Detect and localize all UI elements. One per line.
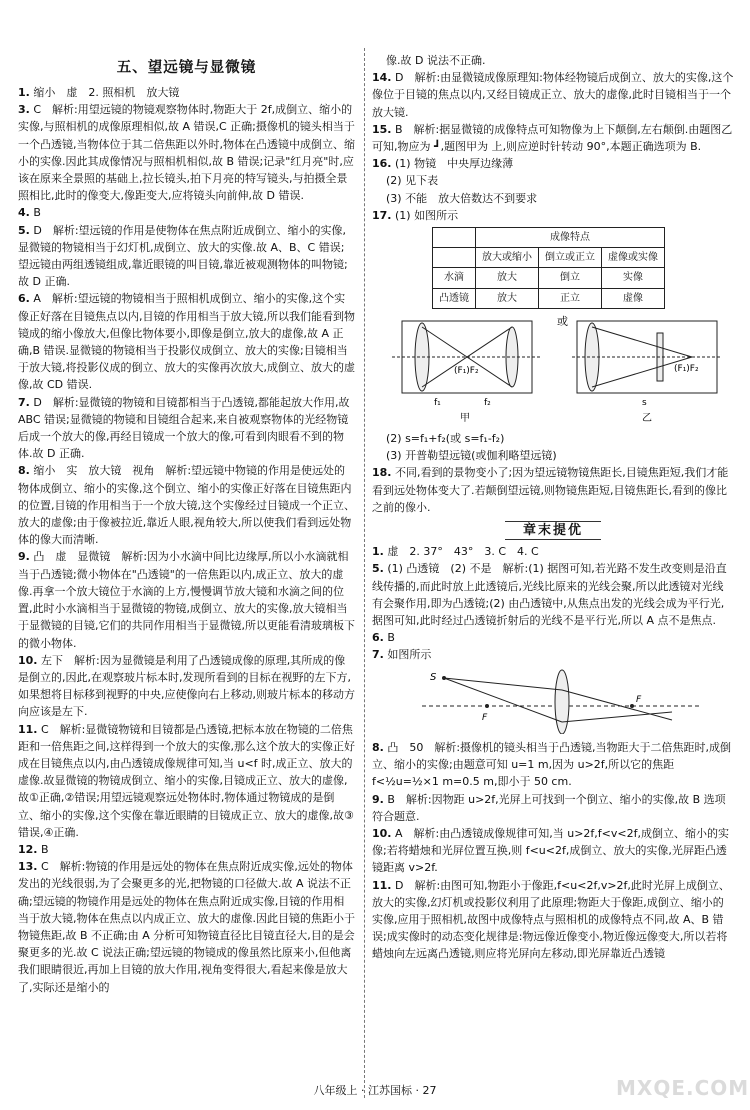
- answer-item: [372, 172, 734, 189]
- item-text: D 解析:显微镜的物镜和目镜都相当于凸透镜,都能起放大作用,故 ABC 错误;显微镜的物镜和目镜组合起来,来自被观察物体的光经物镜后成一个放大的像,再经目镜成一个放大的像,可看到肉眼看不到的物体.故 D 正确.: [18, 395, 350, 461]
- item-number: 11.: [372, 878, 392, 892]
- ray-7a: [444, 678, 562, 690]
- ray-7d: [562, 712, 672, 722]
- answer-item: [18, 858, 355, 996]
- table-cell: 水滴: [433, 268, 476, 288]
- answer-item: [372, 739, 734, 791]
- item-number: 12.: [18, 842, 38, 856]
- answer-item: [18, 841, 355, 858]
- item-number: 6.: [18, 292, 30, 306]
- item-text: (1) 物镜 中央厚边缘薄: [395, 157, 514, 171]
- fig-label-a: 甲: [460, 412, 470, 424]
- table-cell: 放大: [476, 288, 539, 308]
- ray-7c: [444, 678, 562, 722]
- item-number: 9.: [18, 550, 30, 564]
- focus-label-a: (F₁)F₂: [454, 365, 479, 376]
- item-number: 7.: [18, 395, 30, 409]
- item-text: 如图所示: [387, 648, 432, 662]
- answer-item: [18, 548, 355, 651]
- watermark-text: MXQE.COM: [616, 1076, 750, 1100]
- item-number: 16.: [372, 157, 392, 171]
- focus-left: [485, 704, 489, 708]
- answer-item: [372, 69, 734, 121]
- item-text: (3) 开普勒望远镜(或伽利略望远镜): [386, 449, 557, 463]
- or-label: 或: [557, 314, 568, 328]
- item-number: 5.: [372, 562, 384, 576]
- answer-item: [372, 52, 734, 69]
- s-label-b: s: [642, 397, 647, 408]
- table-cell: 凸透镜: [433, 288, 476, 308]
- item-number: 11.: [18, 722, 38, 736]
- label-f-right: F: [636, 694, 642, 705]
- ray-7b: [562, 690, 672, 720]
- item-text: (2) s=f₁+f₂(或 s=f₁-f₂): [386, 432, 505, 446]
- item-number: 1.: [372, 545, 384, 559]
- answer-item: [18, 204, 355, 221]
- item-number: 13.: [18, 860, 38, 874]
- item-text: D 解析:望远镜的作用是使物体在焦点附近成倒立、缩小的实像,显微镜的物镜相当于幻灯机,成倒立、放大的实像.故 A、B、C 错误;望远镜由两组透镜组成,靠近眼镜的叫目镜,靠近被观测物体的叫物镜;故 D 正确.: [18, 223, 348, 289]
- table-corner: [433, 228, 476, 248]
- item-text: 不同,看到的景物变小了;因为望远镜物镜焦距长,目镜焦距短,我们才能看到远处物体变大了.若颠倒望远镜,则物镜焦距短,目镜焦距长,看到的像比之前的像小.: [372, 466, 729, 514]
- answer-item: [372, 207, 734, 224]
- chapter-title: 章末提优: [372, 522, 734, 539]
- answer-item: [372, 543, 734, 560]
- item-number: 4.: [18, 206, 30, 220]
- label-s: S: [430, 671, 437, 683]
- answer-item: [372, 560, 734, 629]
- lens-7: [555, 670, 569, 734]
- item-text: (2) 见下表: [386, 174, 439, 188]
- figure-17: [392, 313, 722, 425]
- answer-item: [372, 447, 734, 464]
- item-number: 10.: [372, 826, 392, 840]
- table-cell: 倒立: [539, 268, 602, 288]
- item-number: 3.: [18, 103, 30, 117]
- item-number: 7.: [372, 648, 384, 662]
- table-corner2: [433, 248, 476, 268]
- item-text: B 解析:据显微镜的成像特点可知物像为上下颠倒,左右颠倒.由题图乙可知,物应为 ┛,题图甲为 上,则应逆时针转动 90°,本题正确选项为 B.: [372, 122, 733, 154]
- item-text: 凸 50 解析:摄像机的镜头相当于凸透镜,当物距大于二倍焦距时,成倒立、缩小的实像;由题意可知 u=1 m,因为 u>2f,所以它的焦距 f<½u=½×1 m=0.5 m,即小于 50 cm.: [372, 740, 732, 789]
- item-text: B: [33, 206, 41, 220]
- table-cell: 正立: [539, 288, 602, 308]
- item-number: 6.: [372, 631, 384, 645]
- fig-label-b: 乙: [642, 412, 652, 424]
- answer-item: [372, 629, 734, 646]
- answer-item: [18, 652, 355, 721]
- item-text: 左下 解析:因为显微镜是利用了凸透镜成像的原理,其所成的像是倒立的,因此,在观察玻片标本时,发现所看到的目标在视野的左下方,如果想将目标移到视野的中央,应使像向右上移动,则玻片标本的移动方向应该是左下.: [18, 653, 355, 719]
- label-f-left: F: [482, 712, 488, 723]
- item-text: B 解析:因物距 u>2f,光屏上可找到一个倒立、缩小的实像,故 B 选项符合题意.: [372, 792, 726, 823]
- table-cell: 实像: [602, 268, 665, 288]
- figure-7: [412, 664, 712, 734]
- table-cell: 放大: [476, 268, 539, 288]
- item-text: 像.故 D 说法不正确.: [386, 54, 486, 67]
- answer-item: [18, 222, 355, 291]
- answer-item: [372, 121, 734, 155]
- answer-item: [372, 791, 734, 825]
- table-col: 虚像或实像: [602, 248, 665, 268]
- item-number: 8.: [18, 464, 30, 478]
- section-title: 五、望远镜与显微镜: [116, 60, 257, 76]
- table-cell: 虚像: [602, 288, 665, 308]
- item-number: 17.: [372, 208, 392, 222]
- focus-right: [630, 704, 634, 708]
- f2-label-a: f₂: [484, 397, 491, 408]
- point-s: [442, 676, 446, 680]
- answer-item: [372, 464, 734, 516]
- item-text: 缩小 虚 2. 照相机 放大镜: [33, 86, 180, 99]
- item-text: D 解析:由图可知,物距小于像距,f<u<2f,v>2f,此时光屏上成倒立、放大的实像,幻灯机或投影仪利用了此原理;物距大于像距,成倒立、缩小的实像,应用于照相机,故图中成像特点与照相机的成像特点不同,故 A、B 错误;成实像时的动态变化规律是:物远像近像变小,物近像远像变大,所以若将蜡烛向左远离凸透镜,则应将光屏向左移动,即光屏靠近凸透镜: [372, 878, 730, 961]
- right-column: [372, 52, 734, 963]
- table-16: [432, 227, 665, 309]
- answer-item: [18, 84, 355, 101]
- f1-label-a: f₁: [434, 397, 441, 408]
- answer-item: [372, 190, 734, 207]
- table-col: 倒立或正立: [539, 248, 602, 268]
- answer-item: [372, 646, 734, 663]
- item-text: A 解析:望远镜的物镜相当于照相机成倒立、缩小的实像,这个实像正好落在目镜焦点以内,目镜的作用相当于放大镜,所以我们能看到物镜成的缩小像放大,但像比物体要小,即像是倒立,放大的虚像,故 A 正确,B 错误.显微镜的物镜相当于投影仪成倒立、放大的实像;目镜相当于放大镜,将投影仪成的倒立、放大的实像再次放大,成倒立、放大的虚像,故 CD 错误.: [18, 292, 355, 392]
- item-text: B: [387, 631, 395, 645]
- item-text: (1) 如图所示: [395, 208, 459, 222]
- answer-item: [18, 290, 355, 393]
- item-number: 8.: [372, 740, 384, 754]
- item-text: D 解析:由显微镜成像原理知:物体经物镜后成倒立、放大的实像,这个像位于目镜的焦点以内,又经目镜成正立、放大的虚像,此时目镜相当于一个放大镜.: [372, 71, 734, 119]
- answer-item: [18, 101, 355, 204]
- answer-item: [18, 721, 355, 841]
- item-text: C 解析:物镜的作用是远处的物体在焦点附近成实像,远处的物体发出的光线很弱,为了会聚更多的光,把物镜的口径做大.故 A 说法不正确;望远镜的物镜作用是远处的物体在焦点附近成实像,目镜的作用相当于放大镜,物体在焦点以内成正立、放大的虚像.因此目镜的焦距小于物镜焦距,故 B 不正确;由 A 分析可知物镜直径比目镜直径大,目的是会聚更多的光.故 C 说法正确;望远镜的物镜成的像虽然比原来小,但他离我们眼睛很近,再加上目镜的放大作用,视角变得很大,看起来像是放大了,实际还是缩小的: [18, 860, 355, 994]
- item-text: B: [41, 842, 49, 856]
- item-number: 9.: [372, 792, 384, 806]
- item-number: 18.: [372, 466, 392, 480]
- answer-item: [372, 825, 734, 877]
- item-text: 虚 2. 37° 43° 3. C 4. C: [387, 545, 539, 559]
- answer-item: [372, 155, 734, 172]
- item-number: 1.: [18, 86, 30, 99]
- left-column: [18, 84, 355, 996]
- answer-item: [372, 430, 734, 447]
- table-col: 放大或缩小: [476, 248, 539, 268]
- item-text: (1) 凸透镜 (2) 不是 解析:(1) 据图可知,若光路不发生改变则是沿直线传播的,而此时放上此透镜后,光线比原来的光线会聚,所以此透镜对光线有会聚作用,即为凸透镜;(2) 由凸透镜中,从焦点出发的光线会成为平行光,据图可知,此时经过凸透镜折射后的光线不是平行光,所以 A 点不是焦点.: [372, 562, 727, 628]
- answer-item: [18, 394, 355, 463]
- column-divider: [364, 48, 365, 1098]
- answer-item: [18, 462, 355, 548]
- focus-label-b: (F₁)F₂: [674, 363, 699, 374]
- item-number: 15.: [372, 122, 392, 136]
- page-footer: 八年级上 · 江苏国标 · 27: [313, 1084, 437, 1097]
- item-text: A 解析:由凸透镜成像规律可知,当 u>2f,f<v<2f,成倒立、缩小的实像;若将蜡烛和光屏位置互换,则 f<u<2f,成倒立、放大的实像,光屏距凸透镜距离 v>2f.: [372, 826, 729, 875]
- item-number: 10.: [18, 653, 38, 667]
- answer-item: [372, 877, 734, 963]
- ray-b1: [592, 327, 692, 357]
- item-text: 凸 虚 显微镜 解析:因为小水滴中间比边缘厚,所以小水滴就相当于凸透镜;微小物体在"凸透镜"的一倍焦距以内,成正立、放大的虚像.再拿一个放大镜位于水滴的上方,慢慢调节放大镜和水滴之间的位置,此时小水滴相当于显微镜的物镜,成倒立、放大的实像,放大镜相当于显微镜的目镜,它们的共同作用相当于显微镜,所以更能看清玻璃板下的微小物体.: [18, 550, 355, 650]
- item-number: 5.: [18, 223, 30, 237]
- item-text: 缩小 实 放大镜 视角 解析:望远镜中物镜的作用是使远处的物体成倒立、缩小的实像,这个倒立、缩小的实像正好落在目镜焦距内的位置,目镜的作用相当于一个放大镜,这个实像经过目镜成一个正立、放大的虚像;由于像被拉近,靠近人眼,视角较大,所以使我们看到远处物体的像大而清晰.: [18, 464, 355, 547]
- watermark: [616, 1044, 750, 1100]
- item-text: C 解析:显微镜物镜和目镜都是凸透镜,把标本放在物镜的二倍焦距和一倍焦距之间,这样得到一个放大的实像,那么这个放大的实像正好成在目镜焦点以内,由凸透镜成像规律可知,当 u<f 时,成正立、放大的虚像.故显微镜的物镜成倒立、缩小的实像,目镜成正立、放大的虚像,故①正确,②错误;用望远镜观察远处物体时,物体通过物镜成的是倒立、缩小的实像,这个实像在靠近眼睛的目镜成正立、放大的虚像,故③错误,④正确.: [18, 722, 355, 839]
- item-number: 14.: [372, 71, 392, 85]
- item-text: C 解析:用望远镜的物镜观察物体时,物距大于 2f,成倒立、缩小的实像,与照相机的成像原理相似,故 A 错误,C 正确;摄像机的镜头相当于一个凸透镜,当物体位于其二倍焦距以外时,物体在凸透镜中成倒立、缩小的实像.因此其成像情况与照相机相似,故 B 错误;记录"红月亮"时,应该在原来全景照的基础上,拉长镜头,拍下月亮的特写镜头,与拍摄全景照相比,此时的像变大,像距变大,应将镜头向前伸,故 D 错误.: [18, 103, 355, 203]
- item-text: (3) 不能 放大倍数达不到要求: [386, 191, 538, 205]
- table-header: 成像特点: [476, 228, 665, 248]
